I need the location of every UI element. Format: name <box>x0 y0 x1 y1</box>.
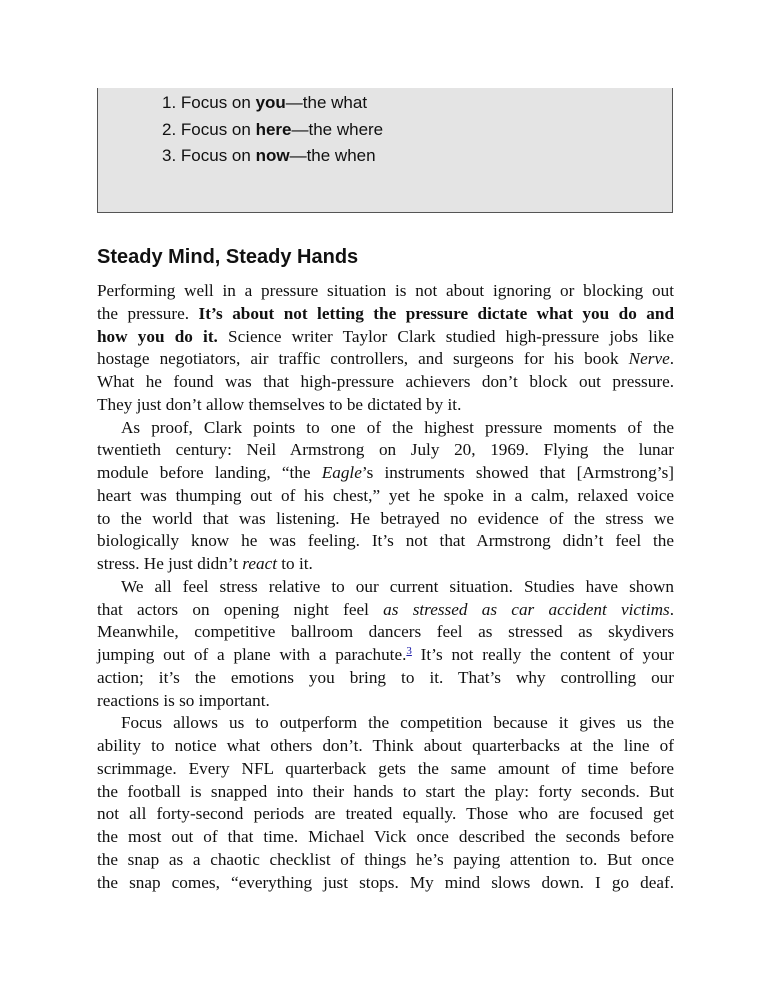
list-item-bold: now <box>255 146 290 165</box>
text-line: module before landing, “the Eagle’s instruments showed that [Armstrong’s] <box>97 463 674 482</box>
text-line: the pressure. It’s about not letting the pressure dictate what you do and <box>97 303 674 323</box>
text-line: jumping out of a plane with a parachute.$^3$ It’s not really the content of your <box>97 645 674 664</box>
text-line: the snap as a chaotic checklist of things he’s paying attention to. But once <box>97 849 674 869</box>
text-line: What he found was that high-pressure achievers don’t block out pressure. <box>97 372 674 391</box>
list-item-text: 3. Focus on <box>162 146 256 165</box>
body-text <box>97 280 674 894</box>
list-item-bold: you <box>255 93 286 112</box>
text-line: twentieth century: Neil Armstrong on July 20, 1969. Flying the lunar <box>97 440 674 460</box>
paragraph <box>97 576 674 713</box>
section-heading: Steady Mind, Steady Hands <box>97 246 359 268</box>
paragraph <box>97 712 674 894</box>
list-item-text: —the where <box>291 119 384 139</box>
text-line: Focus allows us to outperform the competition because it gives us the <box>121 713 674 733</box>
paragraph <box>97 417 674 576</box>
italic-text: react <box>242 554 277 573</box>
text-line: hostage negotiators, air traffic controllers, and surgeons for his book Nerve. <box>97 349 674 369</box>
focus-list-item <box>162 117 383 144</box>
italic-text: as stressed as car accident victims <box>383 599 670 619</box>
focus-list-item <box>162 143 383 170</box>
text-line: the football is snapped into their hands to start the play: forty seconds. But <box>97 781 674 801</box>
text-line: As proof, Clark points to one of the highest pressure moments of the <box>121 417 674 437</box>
book-title: Nerve <box>628 349 670 369</box>
text-line: ability to notice what others don’t. Think about quarterbacks at the line of <box>97 736 674 755</box>
focus-list <box>162 90 383 170</box>
text-line: Meanwhile, competitive ballroom dancers feel as stressed as skydivers <box>97 622 674 642</box>
text-line: reactions is so important. <box>97 690 270 710</box>
text-line: scrimmage. Every NFL quarterback gets the same amount of time before <box>97 758 674 778</box>
paragraph <box>97 280 674 417</box>
text-line: not all forty-second periods are treated equally. Those who are focused get <box>97 804 674 824</box>
list-item-text: 1. Focus on <box>162 93 256 112</box>
text-line: They just don’t allow themselves to be dictated by it. <box>97 394 462 414</box>
text-line: the most out of that time. Michael Vick once described the seconds before <box>97 827 674 846</box>
list-item-text: —the when <box>289 146 376 165</box>
list-item-bold: here <box>255 119 292 139</box>
text-line: the snap comes, “everything just stops. My mind slows down. I go deaf. <box>97 872 674 892</box>
list-item-text: —the what <box>285 93 368 112</box>
list-item-text: 2. Focus on <box>162 119 256 139</box>
text-line: heart was thumping out of his chest,” yet he spoke in a calm, relaxed voice <box>97 485 674 505</box>
text-line: how you do it. Science writer Taylor Clark studied high-pressure jobs like <box>97 326 674 346</box>
text-line: biologically know he was feeling. It’s not that Armstrong didn’t feel the <box>97 531 674 551</box>
emphasis-text: It’s about not letting the pressure dictate what you do and <box>198 303 674 323</box>
text-line: Performing well in a pressure situation is not about ignoring or blocking out <box>97 281 674 300</box>
focus-callout-box <box>97 88 673 213</box>
emphasis-text: how you do it. <box>97 326 218 346</box>
focus-list-item <box>162 90 383 117</box>
italic-text: Eagle <box>321 463 362 482</box>
text-line: action; it’s the emotions you bring to it. That’s why controlling our <box>97 667 674 687</box>
text-line: to the world that was listening. He betrayed no evidence of the stress we <box>97 508 674 528</box>
text-line: stress. He just didn’t react to it. <box>97 554 313 573</box>
text-line: that actors on opening night feel as stressed as car accident victims. <box>97 599 674 619</box>
footnote-link[interactable]: 3 <box>406 645 412 657</box>
text-line: We all feel stress relative to our current situation. Studies have shown <box>121 576 674 596</box>
